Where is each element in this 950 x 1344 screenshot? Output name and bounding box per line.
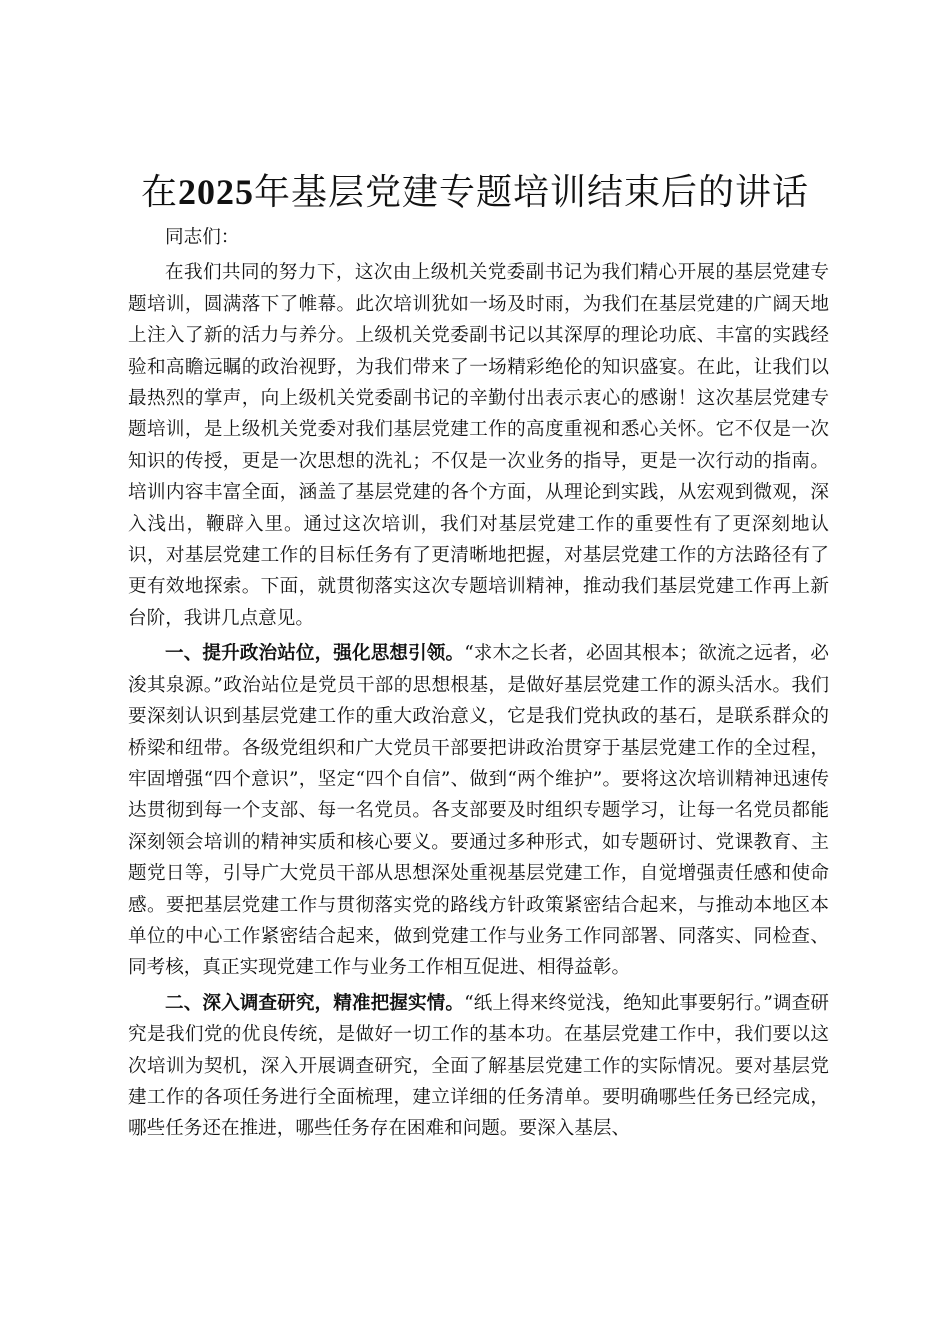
paragraph-text: 在我们共同的努力下，这次由上级机关党委副书记为我们精心开展的基层党建专题培训，圆满落下了帷幕。此次培训犹如一场及时雨，为我们在基层党建的广阔天地上注入了新的活力与养分。上级机关党委副书记以其深厚的理论功底、丰富的实践经验和高瞻远瞩的政治视野，为我们带来了一场精彩绝伦的知识盛宴。在此，让我们以最热烈的掌声，向上级机关党委副书记的辛勤付出表示衷心的感谢！这次基层党建专题培训，是上级机关党委对我们基层党建工作的高度重视和悉心关怀。它不仅是一次知识的传授，更是一次思想的洗礼；不仅是一次业务的指导，更是一次行动的指南。培训内容丰富全面，涵盖了基层党建的各个方面，从理论到实践，从宏观到微观，深入浅出，鞭辟入里。通过这次培训，我们对基层党建工作的重要性有了更深刻地认识，对基层党建工作的目标任务有了更清晰地把握，对基层党建工作的方法路径有了更有效地探索。下面，就贯彻落实这次专题培训精神，推动我们基层党建工作再上新台阶，我讲几点意见。 — [128, 262, 829, 629]
paragraph-text: “求木之长者，必固其根本；欲流之远者，必浚其泉源。”政治站位是党员干部的思想根基，是做好基层党建工作的源头活水。我们要深刻认识到基层党建工作的重大政治意义，它是我们党执政的基石，是联系群众的桥梁和纽带。各级党组织和广大党员干部要把讲政治贯穿于基层党建工作的全过程，牢固增强“四个意识”，坚定“四个自信”、做到“两个维护”。要将这次培训精神迅速传达贯彻到每一个支部、每一名党员。各支部要及时组织专题学习，让每一名党员都能深刻领会培训的精神实质和核心要义。要通过多种形式，如专题研讨、党课教育、主题党日等，引导广大党员干部从思想深处重视基层党建工作，自觉增强责任感和使命感。要把基层党建工作与贯彻落实党的路线方针政策紧密结合起来，与推动本地区本单位的中心工作紧密结合起来，做到党建工作与业务工作同部署、同落实、同检查、同考核，真正实现党建工作与业务工作相互促进、相得益彰。 — [128, 643, 829, 979]
document-body — [128, 222, 829, 1145]
paragraph-section-1 — [128, 638, 829, 983]
section-heading: 一、提升政治站位，强化思想引领。 — [165, 643, 465, 665]
paragraph-section-2 — [128, 988, 829, 1145]
salutation: 同志们： — [165, 227, 240, 248]
title-suffix: 年基层党建专题培训结束后的讲话 — [254, 172, 810, 213]
title-prefix: 在 — [140, 172, 178, 213]
paragraph-intro — [128, 257, 829, 634]
title-year: 2025 — [178, 172, 254, 212]
section-heading: 二、深入调查研究，精准把握实情。 — [165, 992, 465, 1014]
document-title — [0, 168, 950, 217]
paragraph-text: “纸上得来终觉浅，绝知此事要躬行。”调查研究是我们党的优良传统，是做好一切工作的基本功。在基层党建工作中，我们要以这次培训为契机，深入开展调查研究，全面了解基层党建工作的实际情况。要对基层党建工作的各项任务进行全面梳理，建立详细的任务清单。要明确哪些任务已经完成，哪些任务还在推进，哪些任务存在困难和问题。要深入基层、 — [128, 992, 829, 1140]
